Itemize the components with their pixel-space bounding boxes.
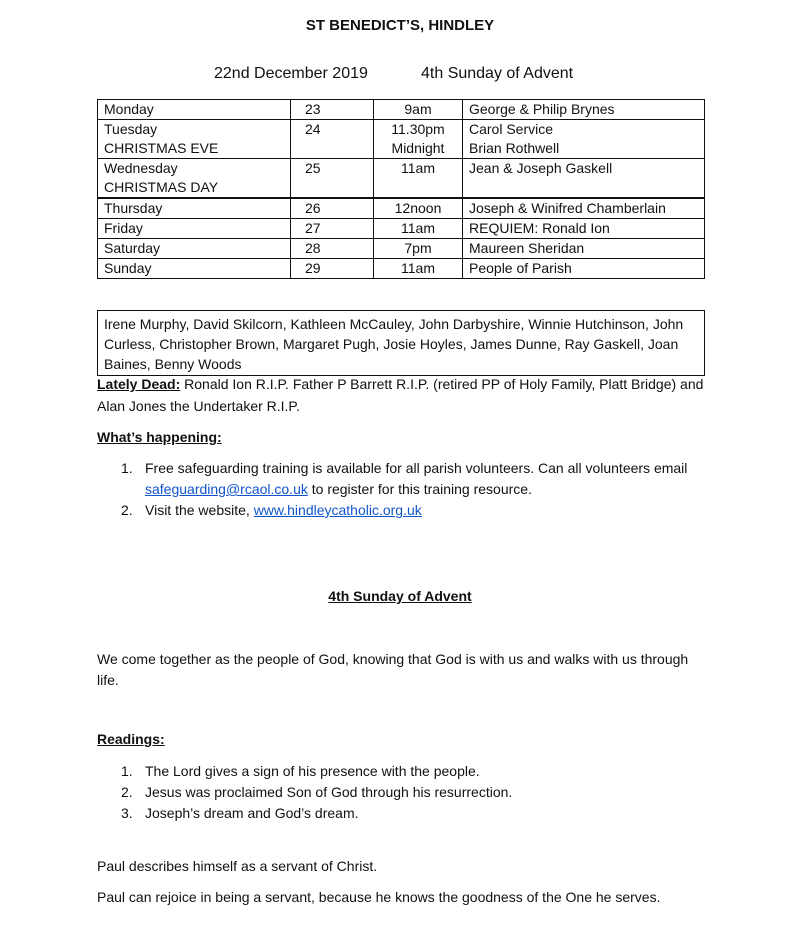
- service-date: 22nd December 2019: [214, 65, 368, 82]
- intention-cell: REQUIEM: Ronald Ion: [463, 219, 705, 239]
- date-cell: 24: [291, 120, 374, 159]
- lately-dead-paragraph: [97, 373, 717, 417]
- list-text: Joseph’s dream and God’s dream.: [145, 805, 359, 821]
- list-item: [97, 500, 717, 521]
- whats-happening-heading: What’s happening:: [97, 429, 222, 445]
- table-row: [98, 259, 705, 279]
- day-cell: Friday: [98, 219, 291, 239]
- closing-paragraph-2: Paul can rejoice in being a servant, because he knows the goodness of the One he serves.: [97, 889, 661, 905]
- day-cell: Saturday: [98, 239, 291, 259]
- day-cell: Thursday: [98, 198, 291, 219]
- list-item: [97, 782, 717, 803]
- website-link[interactable]: www.hindleycatholic.org.uk: [253, 502, 422, 518]
- time-cell: 11am: [374, 219, 463, 239]
- intention-cell: Joseph & Winifred Chamberlain: [463, 198, 705, 219]
- table-row: [98, 120, 705, 159]
- advent-heading: [0, 588, 800, 604]
- table-row: [98, 219, 705, 239]
- list-text: Free safeguarding training is available for all parish volunteers. Can all volunteers email: [145, 460, 688, 476]
- list-item: [97, 761, 717, 782]
- time-cell: 11am: [374, 159, 463, 199]
- list-text: Jesus was proclaimed Son of God through his resurrection.: [145, 784, 513, 800]
- table-row: [98, 100, 705, 120]
- day-cell: [98, 159, 291, 199]
- sick-list-box: Irene Murphy, David Skilcorn, Kathleen McCauley, John Darbyshire, Winnie Hutchinson, John Curless, Christopher Brown, Margaret Pugh, Josie Hoyles, James Dunne, Ray Gaskell, Joan Baines, Benny Woods: [97, 310, 705, 376]
- lately-dead-text: Ronald Ion R.I.P. Father P Barrett R.I.P. (retired PP of Holy Family, Platt Bridge) and Alan Jones the Undertaker R.I.P.: [97, 376, 704, 414]
- time-second: Midnight: [391, 140, 445, 156]
- list-item: [97, 458, 717, 500]
- time-cell: 12noon: [374, 198, 463, 219]
- date-cell: 25: [291, 159, 374, 199]
- lately-dead-label: Lately Dead:: [97, 376, 181, 392]
- mass-schedule-table: [97, 99, 705, 279]
- time-cell: 7pm: [374, 239, 463, 259]
- list-number: 1.: [121, 763, 133, 779]
- list-text: to register for this training resource.: [307, 481, 532, 497]
- readings-list: [97, 761, 717, 824]
- intention-first: Carol Service: [469, 121, 554, 137]
- day-name: Tuesday: [104, 121, 158, 137]
- list-number: 2.: [121, 502, 133, 518]
- date-cell: 23: [291, 100, 374, 120]
- time-cell: [374, 120, 463, 159]
- feast-name: CHRISTMAS DAY: [104, 179, 219, 195]
- list-number: 3.: [121, 805, 133, 821]
- advent-heading-text: 4th Sunday of Advent: [328, 588, 472, 604]
- safeguarding-email-link[interactable]: safeguarding@rcaol.co.uk: [145, 481, 308, 497]
- time-cell: 11am: [374, 259, 463, 279]
- date-cell: 26: [291, 198, 374, 219]
- date-cell: 28: [291, 239, 374, 259]
- advent-intro: We come together as the people of God, knowing that God is with us and walks with us through life.: [97, 651, 689, 688]
- day-name: Wednesday: [104, 160, 178, 176]
- day-cell: Monday: [98, 100, 291, 120]
- intention-cell: George & Philip Brynes: [463, 100, 705, 120]
- list-item: [97, 803, 717, 824]
- table-row: [98, 239, 705, 259]
- table-row: [98, 159, 705, 199]
- closing-paragraph-1: Paul describes himself as a servant of Christ.: [97, 858, 378, 874]
- intention-cell: [463, 120, 705, 159]
- page-title: ST BENEDICT’S, HINDLEY: [305, 17, 495, 34]
- readings-heading: Readings:: [97, 731, 165, 747]
- intention-cell: Jean & Joseph Gaskell: [463, 159, 705, 199]
- intention-cell: Maureen Sheridan: [463, 239, 705, 259]
- happening-list: [97, 458, 717, 521]
- list-number: 2.: [121, 784, 133, 800]
- date-cell: 27: [291, 219, 374, 239]
- list-text: Visit the website,: [145, 502, 254, 518]
- list-number: 1.: [121, 460, 133, 476]
- table-row: [98, 198, 705, 219]
- date-cell: 29: [291, 259, 374, 279]
- time-first: 11.30pm: [391, 121, 445, 137]
- time-cell: 9am: [374, 100, 463, 120]
- intention-cell: People of Parish: [463, 259, 705, 279]
- day-cell: [98, 120, 291, 159]
- intention-second: Brian Rothwell: [469, 140, 560, 156]
- feast-name: CHRISTMAS EVE: [104, 140, 219, 156]
- liturgical-sunday: 4th Sunday of Advent: [421, 65, 574, 82]
- day-cell: Sunday: [98, 259, 291, 279]
- list-text: The Lord gives a sign of his presence with the people.: [145, 763, 480, 779]
